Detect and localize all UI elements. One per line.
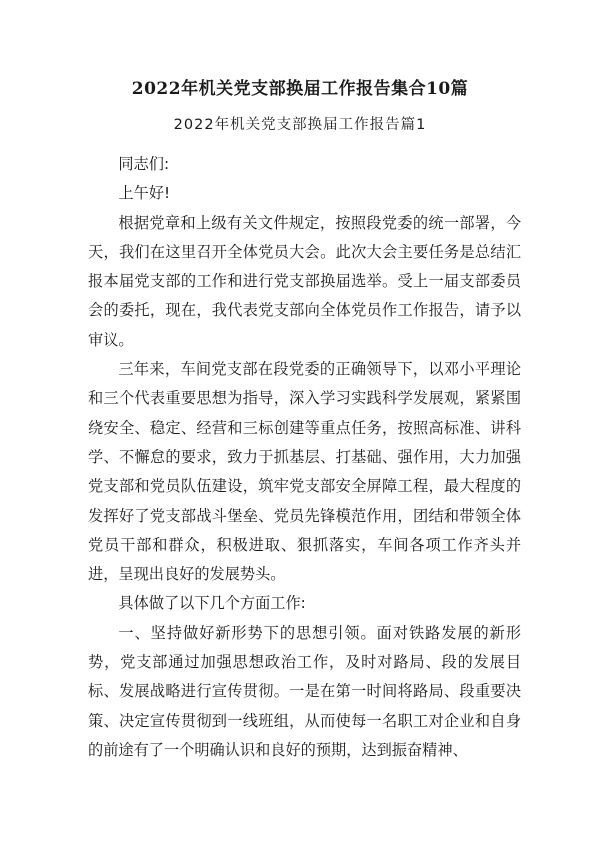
document-subtitle: 2022年机关党支部换届工作报告篇1 <box>173 117 427 133</box>
paragraph-intro: 根据党章和上级有关文件规定，按照段党委的统一部署，今天，我们在这里召开全体党员大会。此次大会主要任务是总结汇报本届党支部的工作和进行党支部换届选举。受上一届支部委员会的委托，现在，我代表党支部向全体党员作工作报告，请予以审议。 <box>88 213 521 349</box>
paragraph-greeting: 同志们: <box>118 155 170 173</box>
document-title: 2022年机关党支部换届工作报告集合10篇 <box>131 79 469 99</box>
paragraph-three-years: 三年来，车间党支部在段党委的正确领导下，以邓小平理论和三个代表重要思想为指导，深入学习实践科学发展观，紧紧围绕安全、稳定、经营和三标创建等重点任务，按照高标准、讲科学、不懈怠的要求，致力于抓基层、打基础、强作用，大力加强党支部和党员队伍建设，筑牢党支部安全屏障工程，最大程度的发挥好了党支部战斗堡垒、党员先锋模范作用，团结和带领全体党员干部和群众，积极进取、狠抓落实，车间各项工作齐头并进，呈现出良好的发展势头。 <box>88 360 521 584</box>
paragraph-work-items: 具体做了以下几个方面工作: <box>118 594 306 613</box>
paragraph-section-one: 一、坚持做好新形势下的思想引领。面对铁路发展的新形势，党支部通过加强思想政治工作，及时对路局、段的发展目标、发展战略进行宣传贯彻。一是在第一时间将路局、段重要决策、决定宣传贯彻到一线班组，从而使每一名职工对企业和自身的前途有了一个明确认识和良好的预期，达到振奋精神、 <box>88 623 521 759</box>
document-body <box>88 150 521 765</box>
paragraph-salutation: 上午好! <box>118 184 171 203</box>
